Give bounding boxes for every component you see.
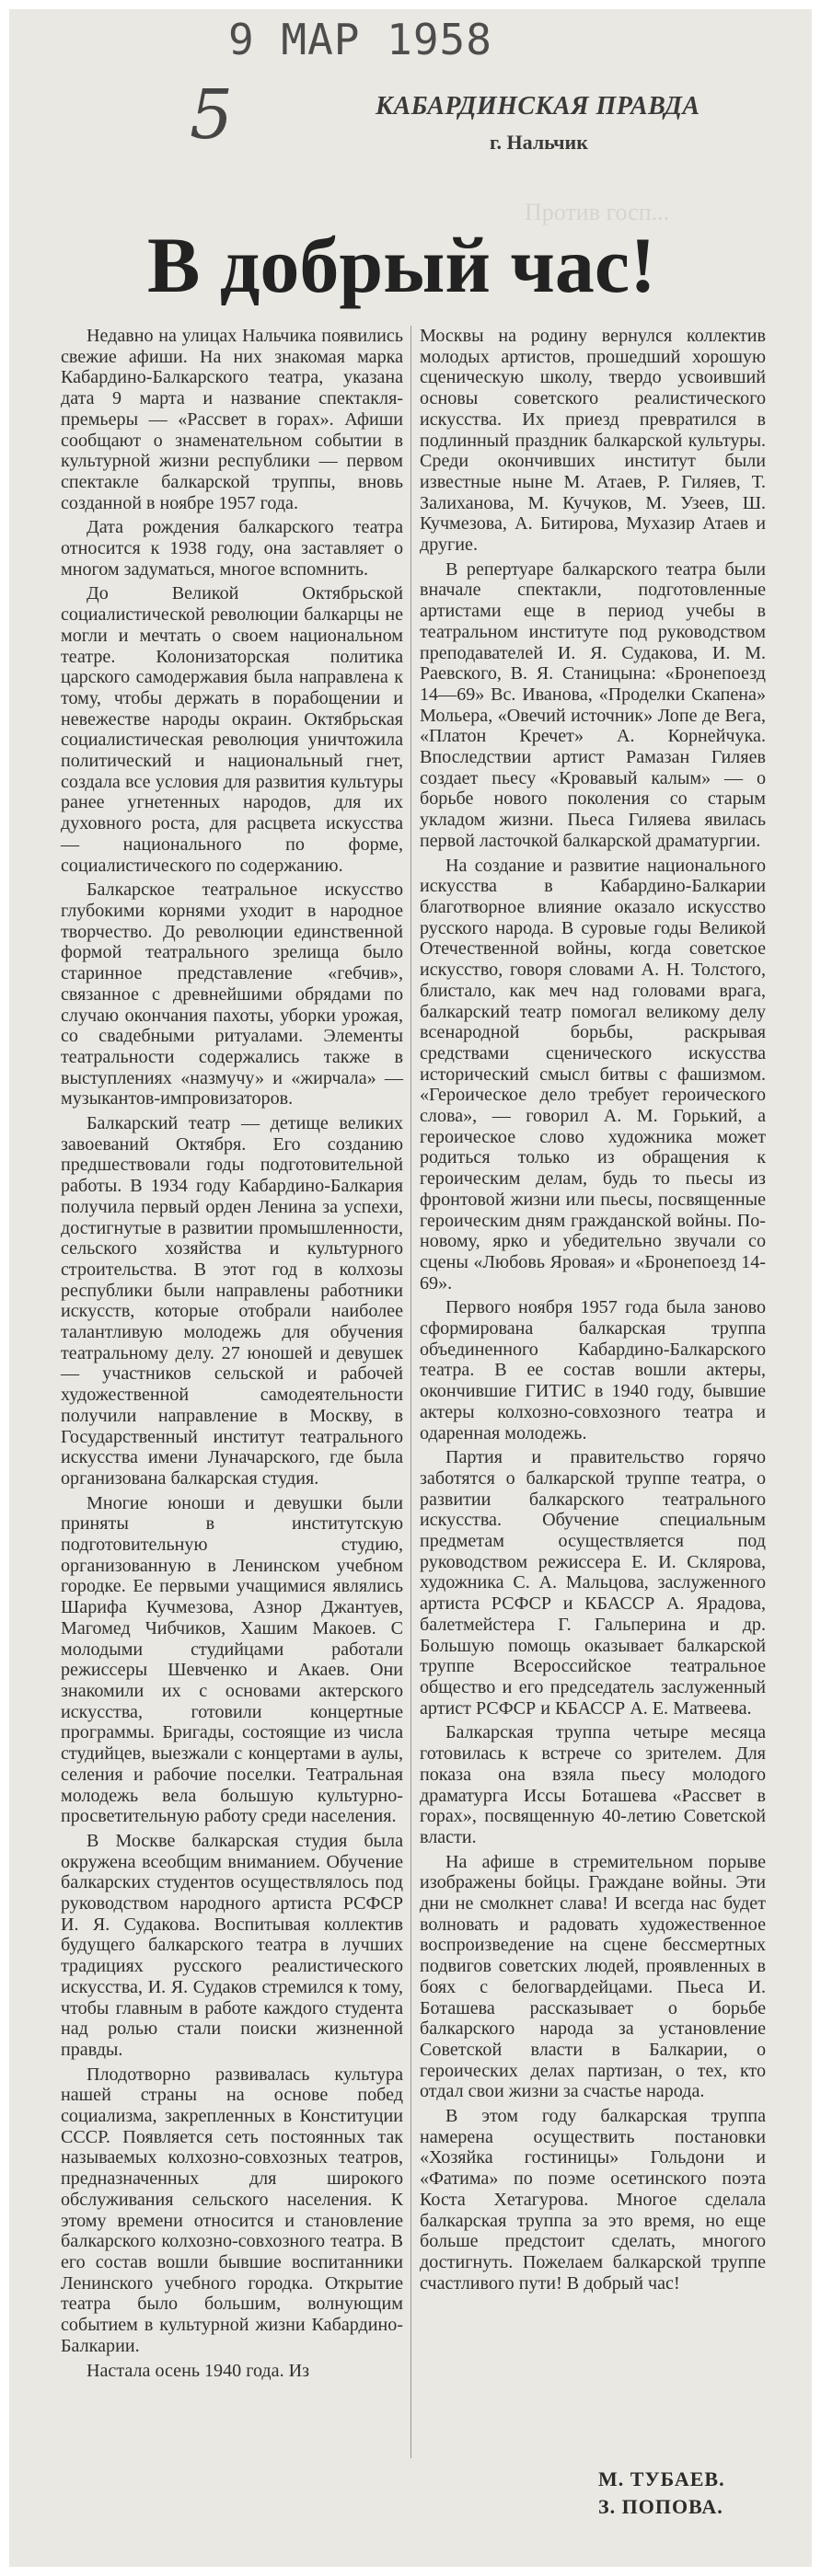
paragraph: Балкарский театр — детище великих завоеваний Октября. Его созданию предшествовали годы подготовительной работы. В 1934 году Кабардино-Балкария получила первый орден Ленина за успехи, достигнутые в развитии промышленности, сельского хозяйства и культурного строительства. В этот год в колхозы республики были направлены работники искусств, которые отобрали наиболее талантливую молодежь для обучения театральному делу. 27 юношей и девушек — участников сельской и рабочей художественной самодеятельности получили направление в Москву, в Государственный институт театрального искусства имени Луначарского, где была организована балкарская студия. [61, 1113, 403, 1489]
paragraph: На афише в стремительном порыве изображены бойцы. Граждане войны. Эти дни не смолкнет слава! И всегда нас будет волновать и радовать художественное воспроизведение на сцене бессмертных подвигов советских людей, проявленных в боях с белогвардейцами. Пьеса И. Боташева рассказывает о борьбе балкарского народа за установление Советской власти в Балкарии, о героических делах партизан, о тех, кто отдал свои жизни за счастье народа. [420, 1851, 766, 2102]
paragraph: Первого ноября 1957 года была заново сформирована балкарская труппа объединенного Кабардино-Балкарского театра. В ее состав вошли актеры, окончившие ГИТИС в 1940 году, бывшие актеры колхозно-совхозного театра и одаренная молодежь. [420, 1297, 766, 1443]
handwritten-number: 5 [190, 75, 234, 155]
paragraph: Москвы на родину вернулся коллектив молодых артистов, прошедший хорошую сценическую школу, твердо усвоивший основы советского реалистического искусства. Их приезд превратился в подлинный праздник балкарской культуры. Среди окончивших институт были известные ныне М. Атаев, Р. Гиляев, Т. Залиханова, М. Кучуков, М. Узеев, Ш. Кучмезова, А. Битирова, Мухазир Атаев и другие. [420, 326, 766, 556]
date-stamp: 9 МАР 1958 [228, 15, 492, 64]
article-column-right [420, 326, 766, 2297]
newspaper-city: г. Нальчик [490, 131, 588, 154]
paragraph: До Великой Октябрьской социалистической революции балкарцы не могли и мечтать о своем национальном театре. Колонизаторская политика царского самодержавия была направлена к тому, чтобы держать в порабощении и невежестве народы окраин. Октябрьская социалистическая революция уничтожила политический и национальный гнет, создала все условия для развития культуры ранее угнетенных народов, для их духовного роста, для расцвета искусства — национального по форме, социалистического по содержанию. [61, 583, 403, 876]
article-column-left [61, 326, 403, 2385]
bleed-through-text: Против госп... [525, 199, 670, 225]
paragraph: Многие юноши и девушки были приняты в институтскую подготовительную студию, организованную в Ленинском учебном городке. Ее первыми учащимися являлись Шарифа Кучмезова, Азнор Джантуев, Магомед Чибчиков, Хашим Макоев. С молодыми студийцами работали режиссеры Шевченко и Акаев. Они знакомили их с основами актерского искусства, готовили концертные программы. Бригады, состоящие из числа студийцев, выезжали с концертами в аулы, селения и рабочие поселки. Театральная молодежь вела большую культурно-просветительную работу среди населения. [61, 1492, 403, 1827]
author-signature: М. ТУБАЕВ. [598, 2467, 725, 2490]
paragraph: Настала осень 1940 года. Из [87, 2360, 310, 2381]
paragraph: Балкарское театральное искусство глубокими корнями уходит в народное творчество. До революции единственной формой театрального зрелища было старинное представление «гебчив», связанное с древнейшими обрядами по случаю окончания пахоты, уборки урожая, со свадебными ритуалами. Элементы театральности содержались также в выступлениях «назмучу» и «жирчала» — музыкантов-импровизаторов. [61, 880, 403, 1110]
paragraph: Балкарская труппа четыре месяца готовилась к встрече со зрителем. Для показа она взяла пьесу молодого драматурга Иссы Боташева «Рассвет в горах», посвященную 40-летию Советской власти. [420, 1722, 766, 1847]
paragraph: Плодотворно развивалась культура нашей страны на основе побед социализма, закрепленных в Конституции СССР. Появляется сеть постоянных так называемых колхозно-совхозных театров, предназначенных для широкого обслуживания сельского населения. К этому времени относится и становление балкарского колхозно-совхозного театра. В его состав вошли бывшие воспитанники Ленинского учебного городка. Открытие театра было большим, волнующим событием в культурной жизни Кабардино-Балкарии. [61, 2064, 403, 2356]
paragraph: Партия и правительство горячо заботятся о балкарской труппе театра, о развитии балкарского театрального искусства. Обучение специальным предметам осуществляется под руководством режиссера Е. И. Склярова, художника С. А. Мальцова, заслуженного артиста РСФСР и КБАССР А. Ярадова, балетмейстера Г. Гальперина и др. Большую помощь оказывает балкарской труппе Всероссийское театральное общество и его председатель заслуженный артист РСФСР и КБАССР А. Е. Матвеева. [420, 1447, 766, 1719]
article-title: В добрый час! [147, 221, 656, 309]
paragraph: В репертуаре балкарского театра были вначале спектакли, подготовленные артистами еще в период учебы в театральном институте под руководством преподавателей И. Я. Судакова, И. М. Раевского, В. Я. Станицына: «Бронепоезд 14—69» Вс. Иванова, «Проделки Скапена» Мольера, «Овечий источник» Лопе де Вега, «Платон Кречет» А. Корнейчука. Впоследствии артист Рамазан Гиляев создает пьесу «Кровавый калым» — о борьбе нового поколения со старым укладом жизни. Пьеса Гиляева явилась первой ласточкой балкарской драматургии. [420, 558, 766, 851]
newspaper-name: КАБАРДИНСКАЯ ПРАВДА [376, 92, 700, 121]
author-signature: З. ПОПОВА. [598, 2495, 723, 2518]
paragraph: Дата рождения балкарского театра относится к 1938 году, она заставляет о многом задуматься, многое вспомнить. [61, 517, 403, 580]
paragraph: В этом году балкарская труппа намерена осуществить постановки «Хозяйка гостиницы» Гольдони и «Фатима» по поэме осетинского поэта Коста Хетагурова. Многое сделала балкарская труппа за это время, но еще больше предстоит сделать, многого достигнуть. Пожелаем балкарской труппе счастливого пути! В добрый час! [420, 2106, 766, 2294]
newspaper-clipping [9, 9, 812, 2567]
paragraph: На создание и развитие национального искусства в Кабардино-Балкарии благотворное влияние оказало искусство русского народа. В суровые годы Великой Отечественной войны, когда советское искусство, говоря словами А. Н. Толстого, блистало, как меч над головами врага, балкарский театр помогал великому делу всенародной борьбы, раскрывая средствами сценического искусства исторический смысл битвы с фашизмом. «Героическое дело требует героического слова», — говорил А. М. Горький, а героическое слово художника может родиться только из обращения к героическим делам, будь то пьесы из фронтовой жизни или пьесы, посвященные героическим дням гражданской войны. По-новому, ярко и убедительно звучали со сцены «Любовь Яровая» и «Бронепоезд 14-69». [420, 855, 766, 1294]
paragraph: Недавно на улицах Нальчика появились свежие афиши. На них знакомая марка Кабардино-Балкарского театра, указана дата 9 марта и название спектакля-премьеры — «Рассвет в горах». Афиши сообщают о знаменательном событии в культурной жизни республики — первом спектакле балкарской труппы, вновь созданной в ноябре 1957 года. [61, 326, 403, 513]
column-divider [410, 326, 411, 2458]
paragraph: В Москве балкарская студия была окружена всеобщим вниманием. Обучение балкарских студентов осуществлялось под руководством народного артиста РСФСР И. Я. Судакова. Воспитывая коллектив будущего балкарского театра в лучших традициях русского реалистического искусства, И. Я. Судаков стремился к тому, чтобы главным в работе каждого студента над ролью стали поиски жизненной правды. [61, 1830, 403, 2060]
